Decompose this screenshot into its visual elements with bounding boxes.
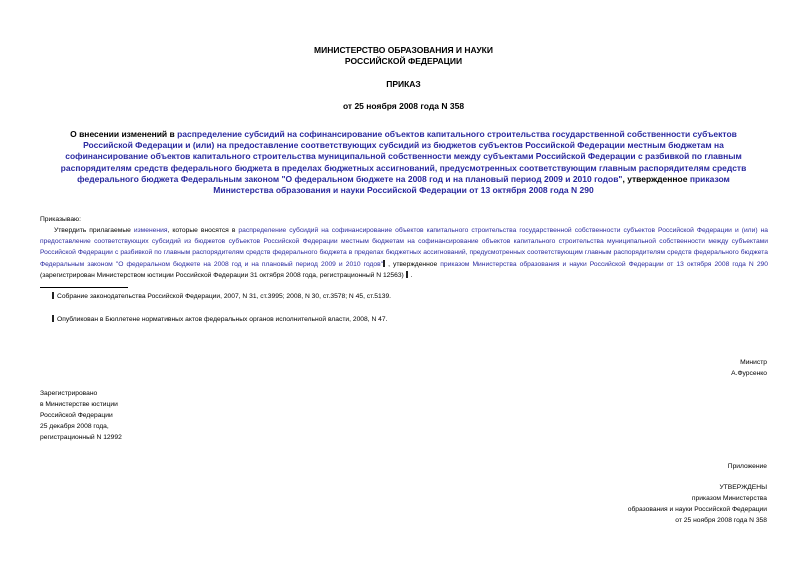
- title-middle: , утвержденное: [622, 173, 690, 184]
- footnote-marker-2[interactable]: [52, 315, 54, 322]
- appendix-line-1: приказом Министерства: [691, 495, 767, 502]
- order-word: Приказываю:: [40, 216, 81, 223]
- para-link-changes[interactable]: изменения: [133, 227, 168, 234]
- para-link-distribution[interactable]: распределение субсидий на софинансирование объектов капитального строительства государственной собственности субъектов Российской Федерации и (или) на предоставление соответствующих субсидий из бюджетов субъектов Российской Федерации местным бюджетам на софинансирование объектов капитального строительства муниципальной собственности между субъектами Российской Федерации с разбивкой по главным распорядителям средств федерального бюджета в пределах бюджетных ассигнований, предусмотренных соответствующим главным распорядителям средств федерального бюджета Федеральным законом "О федеральном бюджете на 2008 год и на плановый период 2009 и 2010 годов": [40, 227, 768, 268]
- appendix-approved: УТВЕРЖДЕНЫ: [719, 484, 767, 491]
- para-mid-2: , утвержденное: [388, 260, 441, 268]
- document-title: [60, 129, 747, 196]
- signature-title: Министр: [740, 359, 767, 366]
- registration-line-5: регистрационный N 12992: [40, 434, 122, 441]
- para-link-order-290[interactable]: приказом Министерства образования и науки Российской Федерации от 13 октября 2008 года N 290: [440, 260, 768, 268]
- registration-line-3: Российской Федерации: [40, 412, 113, 419]
- footnote-divider: [40, 287, 128, 288]
- doc-type: ПРИКАЗ: [386, 79, 421, 89]
- order-paragraph: [40, 225, 768, 281]
- appendix-label: Приложение: [727, 463, 767, 470]
- registration-line-4: 25 декабря 2008 года,: [40, 423, 109, 430]
- footnote-1: [52, 291, 391, 302]
- footnote-1-text: Собрание законодательства Российской Федерации, 2007, N 31, ст.3995; 2008, N 30, ст.3578; N 45, ст.5139.: [57, 293, 392, 300]
- footnote-ref-1[interactable]: [383, 260, 385, 267]
- para-tail: .: [410, 271, 413, 279]
- footnote-ref-2[interactable]: [406, 271, 408, 278]
- title-link-distribution[interactable]: распределение субсидий на софинансирование объектов капитального строительства государственной собственности субъектов Российской Федерации и (или) на предоставление соответствующих субсидий из бюджетов субъектов Российской Федерации местным бюджетам на софинансирование объектов капитального строительства муниципальной собственности между субъектами Российской Федерации с разбивкой по главным распорядителям средств федерального бюджета в пределах бюджетных ассигнований, предусмотренных соответствующим главным распорядителям средств федерального бюджета Федеральным законом "О федеральном бюджете на 2008 год и на плановый период 2009 и 2010 годов": [60, 129, 747, 184]
- registration-line-2: в Министерстве юстиции: [40, 401, 118, 408]
- title-prefix: О внесении изменений в: [70, 129, 178, 139]
- para-mid-1: , которые вносятся в: [167, 227, 239, 234]
- ministry-line-2: РОССИЙСКОЙ ФЕДЕРАЦИИ: [344, 56, 463, 66]
- appendix-line-2: образования и науки Российской Федерации: [627, 506, 767, 513]
- doc-date: от 25 ноября 2008 года N 358: [342, 101, 465, 111]
- ministry-line-1: МИНИСТЕРСТВО ОБРАЗОВАНИЯ И НАУКИ: [314, 45, 493, 55]
- footnote-marker-1[interactable]: [52, 292, 54, 299]
- signature-name: А.Фурсенко: [731, 370, 767, 377]
- para-start: Утвердить прилагаемые: [54, 227, 134, 234]
- footnote-2-text: Опубликован в Бюллетене нормативных актов федеральных органов исполнительной власти, 2008, N 47.: [57, 316, 388, 323]
- registration-line-1: Зарегистрировано: [40, 390, 98, 397]
- title-link-order-290[interactable]: приказом Министерства образования и науки Российской Федерации от 13 октября 2008 года N 290: [213, 173, 730, 196]
- appendix-line-3: от 25 ноября 2008 года N 358: [675, 517, 767, 524]
- footnote-2: [52, 314, 387, 325]
- para-end: (зарегистрирован Министерством юстиции Российской Федерации 31 октября 2008 года, регистрационный N 12563): [40, 271, 404, 279]
